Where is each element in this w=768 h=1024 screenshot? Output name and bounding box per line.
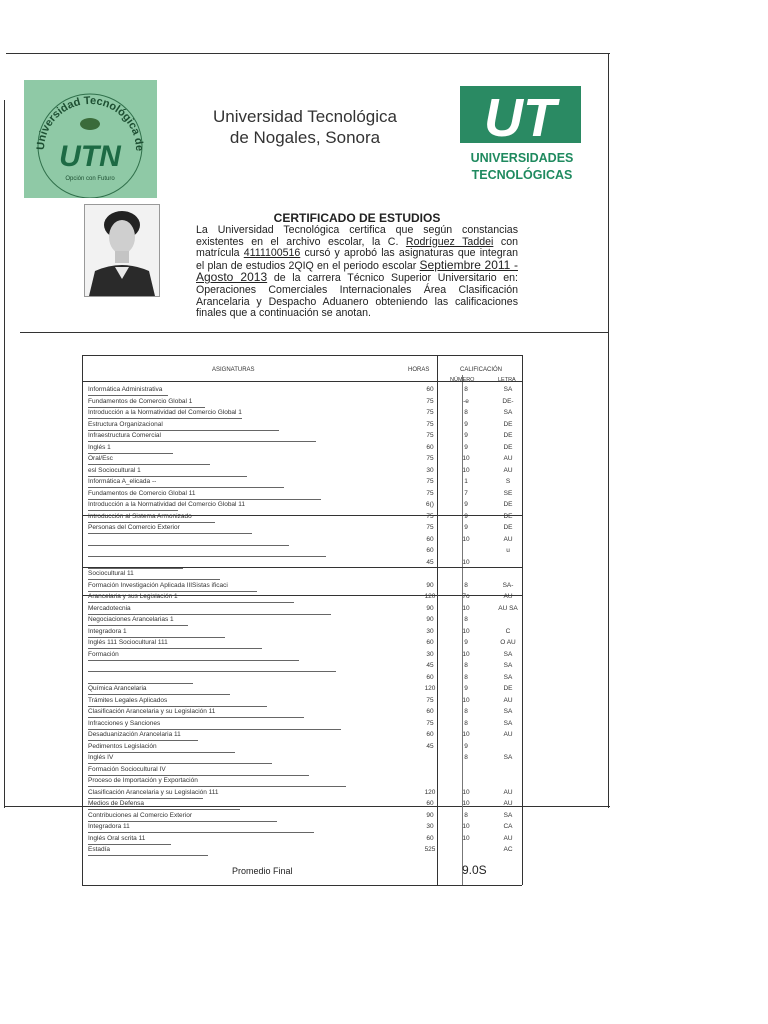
grade-number-cell: 10 xyxy=(462,823,470,831)
grade-letter-cell: SA- xyxy=(502,581,514,589)
university-name-line1: Universidad Tecnológica xyxy=(213,107,397,126)
header-hours: HORAS xyxy=(408,367,430,373)
grade-number-cell: 9 xyxy=(464,432,468,440)
certificate-paragraph xyxy=(196,225,518,320)
grade-letter-cell: AU xyxy=(503,731,513,739)
certificate-text-3: cursó y aprobó las asignaturas que integran el plan de estudios 2QIQ en el periodo escolar xyxy=(196,247,518,272)
subject-cell: Clasificación Arancelaria y su Legislación 11 xyxy=(88,708,216,716)
subject-cell: Trámites Legales Aplicados xyxy=(88,696,168,704)
hours-cell: 60 xyxy=(426,673,434,681)
subject-cell: Pedimentos Legislación xyxy=(88,742,157,750)
subject-cell: Inglés IV xyxy=(88,754,114,762)
header-subjects: ASIGNATURAS xyxy=(212,367,255,373)
row-underline xyxy=(88,775,309,776)
row-underline xyxy=(88,464,210,465)
grade-number-cell: 8 xyxy=(464,754,468,762)
table-row xyxy=(88,605,520,615)
table-row xyxy=(88,490,520,500)
paragraph-separator xyxy=(20,332,608,333)
utn-logo-motto: Opción con Futuro xyxy=(65,176,115,182)
table-row xyxy=(88,662,520,672)
subject-cell: esl Sociocultural 1 xyxy=(88,466,141,474)
hours-cell: 75 xyxy=(426,489,434,497)
hours-cell: 75 xyxy=(426,478,434,486)
grade-letter-cell: AU xyxy=(503,535,513,543)
grade-number-cell: 8 xyxy=(464,673,468,681)
table-row xyxy=(88,593,520,603)
utn-logo-ring-text: Universidad Tecnológica de xyxy=(34,94,146,152)
grade-number-cell: 9 xyxy=(464,420,468,428)
table-row xyxy=(88,639,520,649)
hours-cell: 30 xyxy=(426,466,434,474)
grade-number-cell: 9 xyxy=(464,685,468,693)
table-row xyxy=(88,478,520,488)
grade-number-cell: 10 xyxy=(462,455,470,463)
hours-cell: 60 xyxy=(426,834,434,842)
row-underline xyxy=(88,625,188,626)
grade-letter-cell: AU xyxy=(503,800,513,808)
subject-cell: Estadía xyxy=(88,846,111,854)
table-row xyxy=(88,731,520,741)
subject-cell: Personas del Comercio Exterior xyxy=(88,524,180,532)
row-underline xyxy=(88,579,220,580)
row-underline xyxy=(88,729,341,730)
subject-cell: Informática A_elicada -- xyxy=(88,478,157,486)
row-underline xyxy=(88,809,240,810)
subject-cell: Formación Investigación Aplicada IIISistas ificaci xyxy=(88,581,228,589)
row-underline xyxy=(88,798,203,799)
grade-letter-cell: AU xyxy=(503,466,513,474)
hours-cell: 525 xyxy=(424,846,436,854)
subject-cell: Fundamentos de Comercio Global 1 xyxy=(88,397,193,405)
hours-cell: 90 xyxy=(426,604,434,612)
subject-cell: Estructura Organizacional xyxy=(88,420,163,428)
grade-number-cell: 10 xyxy=(462,834,470,842)
grade-number-cell: 10 xyxy=(462,466,470,474)
row-underline xyxy=(88,717,304,718)
grade-number-cell: 8 xyxy=(464,409,468,417)
row-underline xyxy=(88,637,225,638)
table-row xyxy=(88,846,520,856)
hours-cell: 30 xyxy=(426,650,434,658)
university-title xyxy=(190,106,420,148)
grade-letter-cell: AU xyxy=(503,593,513,601)
row-underline xyxy=(88,545,289,546)
hours-cell: 75 xyxy=(426,409,434,417)
left-border-line xyxy=(4,100,5,808)
grade-number-cell: 10 xyxy=(462,650,470,658)
hours-cell: 120 xyxy=(424,788,436,796)
row-underline xyxy=(88,763,272,764)
table-row xyxy=(88,789,520,799)
hours-cell: 75 xyxy=(426,696,434,704)
hours-cell: 75 xyxy=(426,420,434,428)
row-underline xyxy=(88,407,205,408)
grade-letter-cell: SA xyxy=(503,662,513,670)
row-underline xyxy=(88,510,178,511)
grade-number-cell: 1 xyxy=(464,478,468,486)
row-underline xyxy=(88,694,230,695)
table-row xyxy=(88,720,520,730)
subject-cell: Arancelaria y sus Legislación 1 xyxy=(88,593,178,601)
grade-letter-cell: SA xyxy=(503,673,513,681)
row-underline xyxy=(88,821,277,822)
utn-logo xyxy=(24,80,157,198)
top-border-line xyxy=(6,53,610,54)
hours-cell: 90 xyxy=(426,811,434,819)
subject-cell: Formación Sociocultural IV xyxy=(88,765,166,773)
hours-cell: 60 xyxy=(426,800,434,808)
subject-cell: Introducción a la Normatividad del Comercio Global 11 xyxy=(88,501,246,509)
table-row xyxy=(88,455,520,465)
certificate-title: CERTIFICADO DE ESTUDIOS xyxy=(273,211,441,225)
grade-number-cell: 9 xyxy=(464,524,468,532)
grade-letter-cell: AU xyxy=(503,788,513,796)
hours-cell: 45 xyxy=(426,662,434,670)
row-underline xyxy=(88,499,321,500)
hours-cell: 75 xyxy=(426,524,434,532)
hours-cell: 60 xyxy=(426,443,434,451)
subject-cell: Infracciones y Sanciones xyxy=(88,719,161,727)
row-underline xyxy=(88,671,336,672)
row-underline xyxy=(88,660,299,661)
table-row xyxy=(88,444,520,454)
grade-letter-cell: DE xyxy=(503,432,513,440)
row-underline xyxy=(88,832,314,833)
grade-number-cell: 9 xyxy=(464,639,468,647)
hours-cell: 120 xyxy=(424,593,436,601)
hours-cell: 75 xyxy=(426,397,434,405)
subject-cell: Mercadotecnia xyxy=(88,604,131,612)
table-row xyxy=(88,421,520,431)
ut-logo xyxy=(460,86,581,143)
subject-cell: Inglés 1 xyxy=(88,443,111,451)
subject-cell: Contribuciones al Comercio Exterior xyxy=(88,811,193,819)
table-row xyxy=(88,570,520,580)
grade-letter-cell: AU SA xyxy=(498,604,518,612)
header-grade: CALIFICACIÓN xyxy=(460,367,503,373)
table-row xyxy=(88,708,520,718)
student-photo xyxy=(84,204,160,297)
grade-letter-cell: SA xyxy=(503,754,513,762)
grade-letter-cell: AU xyxy=(503,834,513,842)
university-name-line2: de Nogales, Sonora xyxy=(229,128,381,147)
grade-letter-cell: AU xyxy=(503,696,513,704)
grade-number-cell: 10 xyxy=(462,558,470,566)
subject-cell: Integradora 1 xyxy=(88,627,127,635)
grade-letter-cell: DE xyxy=(503,685,513,693)
row-underline xyxy=(88,533,252,534)
grade-letter-cell: SA xyxy=(503,811,513,819)
grade-number-cell: 7 xyxy=(464,489,468,497)
header-letter: LETRA xyxy=(498,377,516,383)
student-name: Rodríguez Taddei xyxy=(405,235,494,248)
table-row xyxy=(88,432,520,442)
grade-letter-cell: SE xyxy=(503,489,513,497)
subject-cell: Formación xyxy=(88,650,119,658)
table-row xyxy=(88,674,520,684)
subject-cell: Negociaciones Arancelarias 1 xyxy=(88,616,174,624)
table-row xyxy=(88,685,520,695)
grade-letter-cell: SA xyxy=(503,719,513,727)
subject-cell: Fundamentos de Comercio Global 11 xyxy=(88,489,196,497)
table-row xyxy=(88,628,520,638)
grade-number-cell: 10 xyxy=(462,627,470,635)
table-row xyxy=(88,812,520,822)
grade-number-cell: 8 xyxy=(464,662,468,670)
table-row xyxy=(88,524,520,534)
subject-cell: Proceso de Importación y Exportación xyxy=(88,777,198,785)
grade-letter-cell: u xyxy=(506,547,510,555)
grade-number-cell: 10 xyxy=(462,800,470,808)
grade-letter-cell: DE xyxy=(503,501,513,509)
subject-cell: Medios de Defensa xyxy=(88,800,145,808)
row-underline xyxy=(88,683,193,684)
grade-letter-cell: SA xyxy=(503,708,513,716)
row-underline xyxy=(88,786,346,787)
ut-logo-subtitle xyxy=(462,150,582,184)
row-underline xyxy=(88,602,294,603)
table-row xyxy=(88,467,520,477)
grade-number-cell: 8 xyxy=(464,811,468,819)
table-row xyxy=(88,582,520,592)
grade-number-cell: 9 xyxy=(464,501,468,509)
subject-cell: Integradora 11 xyxy=(88,823,130,831)
subject-cell: Inglés 111 Sociocultural 111 xyxy=(88,639,168,647)
row-underline xyxy=(88,395,168,396)
grade-number-cell: 10 xyxy=(462,788,470,796)
final-average-value: 9.0S xyxy=(462,863,487,877)
hours-cell: 30 xyxy=(426,823,434,831)
hours-cell: 60 xyxy=(426,731,434,739)
table-row xyxy=(88,754,520,764)
hours-cell: 45 xyxy=(426,742,434,750)
row-underline xyxy=(88,453,173,454)
grade-letter-cell: DE xyxy=(503,512,513,520)
table-row xyxy=(88,743,520,753)
grade-number-cell: 9 xyxy=(464,512,468,520)
row-underline xyxy=(88,591,257,592)
table-row xyxy=(88,800,520,810)
grade-letter-cell: CA xyxy=(503,823,513,831)
subject-cell: Infraestructura Comercial xyxy=(88,432,161,440)
grade-number-cell: 9 xyxy=(464,742,468,750)
subject-cell: Inglés Oral scrita 11 xyxy=(88,834,146,842)
utn-logo-initials: UTN xyxy=(59,140,121,173)
row-underline xyxy=(88,556,326,557)
subject-cell: Sociocultural 11 xyxy=(88,570,134,578)
table-row xyxy=(88,559,520,569)
row-underline xyxy=(88,855,208,856)
row-underline xyxy=(88,522,215,523)
row-underline xyxy=(88,441,316,442)
grade-number-cell: 7o xyxy=(462,593,470,601)
hours-cell: 75 xyxy=(426,432,434,440)
ut-logo-line1: UNIVERSIDADES xyxy=(470,151,574,165)
ut-logo-mark: UT xyxy=(484,88,556,143)
subject-cell: Oral/Esc xyxy=(88,455,113,463)
table-row xyxy=(88,547,520,557)
hours-cell: 90 xyxy=(426,616,434,624)
row-underline xyxy=(88,476,247,477)
table-row xyxy=(88,835,520,845)
hours-cell: 60 xyxy=(426,639,434,647)
row-underline xyxy=(88,740,198,741)
row-underline xyxy=(88,706,267,707)
grade-number-cell: 8 xyxy=(464,581,468,589)
hours-cell: 60 xyxy=(426,547,434,555)
grade-number-cell: 10 xyxy=(462,696,470,704)
hours-cell: 30 xyxy=(426,627,434,635)
grade-letter-cell: DE xyxy=(503,524,513,532)
grade-letter-cell: O AU xyxy=(500,639,516,647)
grade-number-cell: 10 xyxy=(462,604,470,612)
table-row xyxy=(88,398,520,408)
subject-cell: Química Arancelaria xyxy=(88,685,147,693)
grade-number-cell: 8 xyxy=(464,386,468,393)
subject-cell: Informática Administrativa xyxy=(88,386,163,393)
table-row xyxy=(88,409,520,419)
grade-letter-cell: SA xyxy=(503,386,513,393)
certificate-text-4: de la carrera Técnico Superior Universitario en: Operaciones Comerciales Internacionales Área Clasificación Arancelaria y Despacho Aduanero obteniendo las calificaciones finales que a continuación se anotan. xyxy=(196,272,518,320)
table-row xyxy=(88,651,520,661)
hours-cell: 120 xyxy=(424,685,436,693)
row-underline xyxy=(88,752,235,753)
student-matricula: 4111100516 xyxy=(243,247,301,260)
subject-cell: Clasificación Arancelaria y su Legislación 111 xyxy=(88,788,219,796)
grade-letter-cell: C xyxy=(505,627,511,635)
row-underline xyxy=(88,418,242,419)
table-row xyxy=(88,501,520,511)
row-underline xyxy=(88,844,171,845)
grade-letter-cell: DE xyxy=(503,420,513,428)
grade-letter-cell: AU xyxy=(503,455,513,463)
table-row xyxy=(88,536,520,546)
table-row xyxy=(88,777,520,787)
hours-cell: 60 xyxy=(426,535,434,543)
final-average-label: Promedio Final xyxy=(232,866,293,876)
table-row xyxy=(88,823,520,833)
grade-letter-cell: SA xyxy=(503,409,513,417)
school-period: Septiembre 2011 -Agosto 2013 xyxy=(196,257,518,285)
table-row xyxy=(88,697,520,707)
hours-cell: 60 xyxy=(426,386,434,393)
row-underline xyxy=(88,487,284,488)
grade-number-cell: 10 xyxy=(462,731,470,739)
row-underline xyxy=(88,568,183,569)
grade-number-cell: 10 xyxy=(462,535,470,543)
hours-cell: 60 xyxy=(426,708,434,716)
row-underline xyxy=(88,614,331,615)
header-number: NÚMERO xyxy=(450,377,475,383)
certificate-text-1: La Universidad Tecnológica certifica que según constancias existentes en el archivo escolar, la C. xyxy=(196,224,518,248)
ut-logo-line2: TECNOLÓGICAS xyxy=(471,168,573,182)
grade-letter-cell: DE xyxy=(503,443,513,451)
row-underline xyxy=(88,430,279,431)
grade-number-cell: 8 xyxy=(464,708,468,716)
hours-cell: 90 xyxy=(426,581,434,589)
grade-letter-cell: AC xyxy=(503,846,513,854)
table-row xyxy=(88,616,520,626)
table-row xyxy=(88,766,520,776)
hours-cell: 45 xyxy=(426,558,434,566)
hours-cell: 6() xyxy=(426,501,434,509)
grade-letter-cell: DE- xyxy=(502,397,514,405)
subject-cell: Introducción al Sistema Armonizado xyxy=(88,512,192,520)
grade-number-cell: 9 xyxy=(464,443,468,451)
row-underline xyxy=(88,648,262,649)
hours-cell: 75 xyxy=(426,455,434,463)
right-border-line xyxy=(608,53,609,808)
grade-letter-cell: S xyxy=(505,478,511,486)
hours-cell: 75 xyxy=(426,512,434,520)
grade-number-cell: 8 xyxy=(464,616,468,624)
grade-number-cell: 8 xyxy=(464,719,468,727)
grade-number-cell: -e xyxy=(463,397,469,405)
grade-letter-cell: SA xyxy=(503,650,513,658)
hours-cell: 75 xyxy=(426,719,434,727)
certificate-text-2: con matrícula xyxy=(196,235,518,260)
subject-cell: Introducción a la Normatividad del Comercio Global 1 xyxy=(88,409,242,417)
subject-cell: Desaduanización Arancelaria 11 xyxy=(88,731,181,739)
table-row xyxy=(88,386,520,396)
table-row xyxy=(88,513,520,523)
